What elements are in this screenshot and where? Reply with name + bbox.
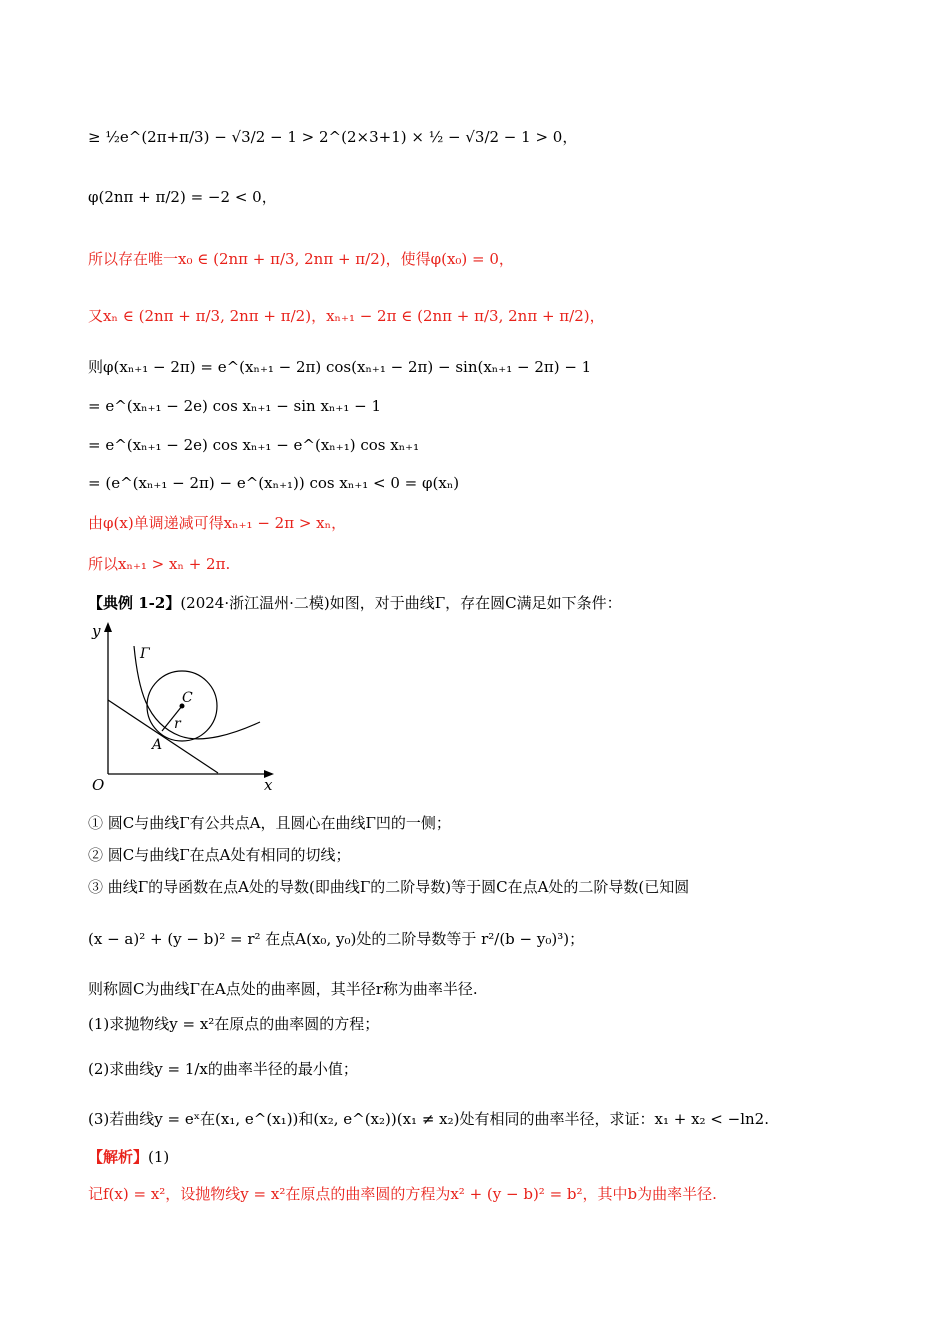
question-1: (1)求抛物线y = x²在原点的曲率圆的方程； [88,1015,380,1033]
point-a-label: A [152,737,163,753]
radius-label: r [174,716,181,732]
question-3: (3)若曲线y = eˣ在(x₁, e^(x₁))和(x₂, e^(x₂))(x₁ ≠ x₂)处有相同的曲率半径，求证：x₁ + x₂ < −ln2. [88,1110,769,1128]
example-text: (2024·浙江温州·二模)如图，对于曲线Γ，存在圆C满足如下条件： [180,594,622,612]
proof-line-10: 所以xₙ₊₁ > xₙ + 2π. [88,555,231,573]
condition-3b: (x − a)² + (y − b)² = r² 在点A(x₀, y₀)处的二阶导数等于 r²/(b − y₀)³)； [88,930,585,948]
solution-tag: 【解析】 [88,1148,149,1166]
solution-part: (1) [148,1148,170,1166]
proof-line-9: 由φ(x)单调递减可得xₙ₊₁ − 2π > xₙ， [88,514,347,532]
example-heading [88,594,890,612]
origin-label: O [92,776,105,794]
proof-line-5: 则φ(xₙ₊₁ − 2π) = e^(xₙ₊₁ − 2π) cos(xₙ₊₁ − 2π) − sin(xₙ₊₁ − 2π) − 1 [88,358,592,376]
proof-line-8: = (e^(xₙ₊₁ − 2π) − e^(xₙ₊₁)) cos xₙ₊₁ < 0 = φ(xₙ) [88,474,460,492]
proof-line-7: = e^(xₙ₊₁ − 2e) cos xₙ₊₁ − e^(xₙ₊₁) cos xₙ₊₁ [88,436,420,454]
condition-3a: ③ 曲线Γ的导函数在点A处的导数(即曲线Γ的二阶导数)等于圆C在点A处的二阶导数(已知圆 [88,878,690,896]
solution-text: 记f(x) = x²，设抛物线y = x²在原点的曲率圆的方程为x² + (y − b)² = b²，其中b为曲率半径. [88,1185,717,1203]
condition-2: ② 圆C与曲线Γ在点A处有相同的切线； [88,846,351,864]
x-axis-label: x [264,776,273,794]
proof-line-2: φ(2nπ + π/2) = −2 < 0， [88,188,277,206]
y-axis-label: y [92,622,101,640]
curvature-figure [84,618,284,798]
proof-line-3: 所以存在唯一x₀ ∈ (2nπ + π/3, 2nπ + π/2)，使得φ(x₀) = 0， [88,250,514,268]
center-label: C [182,690,193,706]
example-tag: 【典例 1-2】 [88,594,181,612]
proof-line-1: ≥ ½e^(2π+π/3) − √3/2 − 1 > 2^(2×3+1) × ½ − √3/2 − 1 > 0， [88,128,578,146]
proof-line-4: 又xₙ ∈ (2nπ + π/3, 2nπ + π/2)，xₙ₊₁ − 2π ∈ (2nπ + π/3, 2nπ + π/2)， [88,307,605,325]
curve-label: Γ [140,646,150,662]
solution-heading [88,1148,890,1166]
condition-4: 则称圆C为曲线Γ在A点处的曲率圆，其半径r称为曲率半径. [88,980,478,998]
proof-line-6: = e^(xₙ₊₁ − 2e) cos xₙ₊₁ − sin xₙ₊₁ − 1 [88,397,381,415]
question-2: (2)求曲线y = 1/x的曲率半径的最小值； [88,1060,358,1078]
y-axis-arrow [104,622,112,632]
tangent-line [108,700,218,773]
condition-1: ① 圆C与曲线Γ有公共点A，且圆心在曲线Γ凹的一侧； [88,814,451,832]
